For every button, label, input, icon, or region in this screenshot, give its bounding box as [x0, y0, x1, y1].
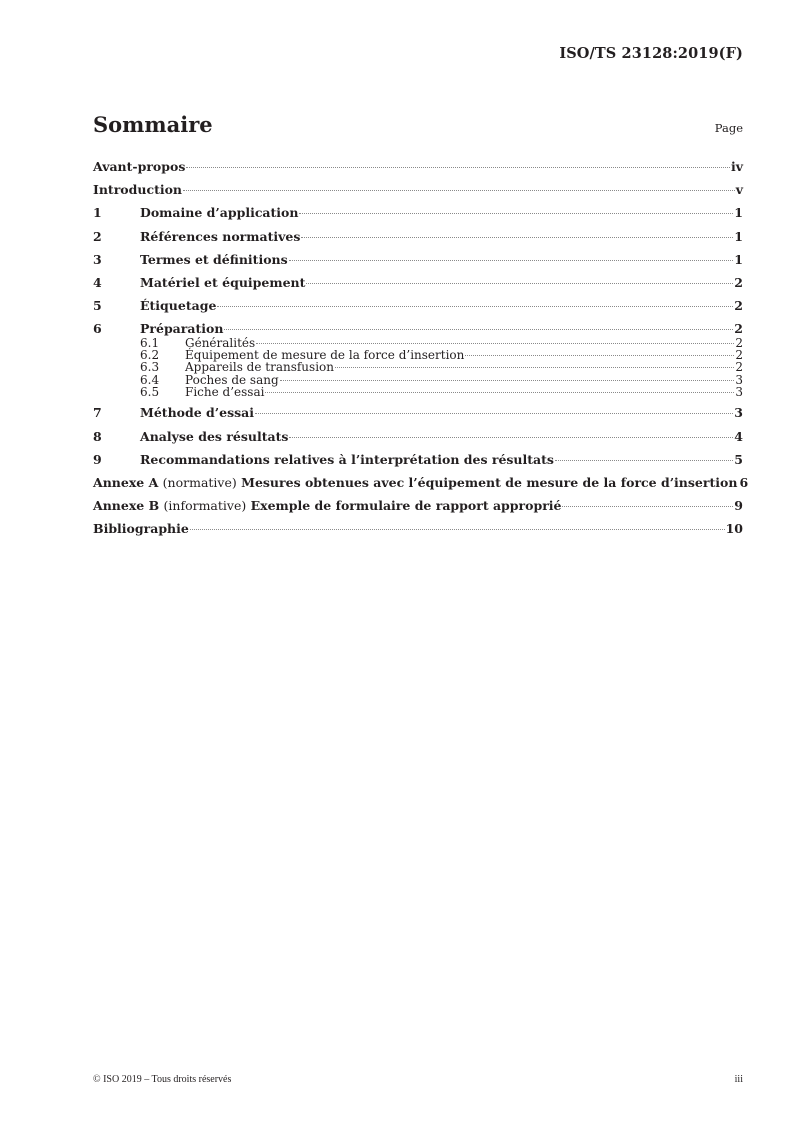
toc-entry-introduction[interactable]: Introduction v: [93, 182, 743, 198]
dot-leader: [299, 213, 733, 214]
toc-entry-section-3[interactable]: 3 Termes et définitions 1: [93, 251, 743, 267]
dot-leader: [335, 367, 734, 368]
toc-entry-annex-b[interactable]: Annexe B (informative) Exemple de formulaire de rapport approprié 9: [93, 498, 743, 514]
dot-leader: [306, 283, 733, 284]
dot-leader: [224, 329, 733, 330]
dot-leader: [256, 343, 734, 344]
copyright-notice: © ISO 2019 – Tous droits réservés: [93, 1074, 232, 1085]
dot-leader: [562, 506, 733, 507]
toc-entry-section-4[interactable]: 4 Matériel et équipement 2: [93, 274, 743, 290]
toc-entry-avant-propos[interactable]: Avant-propos iv: [93, 159, 743, 174]
annex-title: Exemple de formulaire de rapport approprié: [250, 498, 562, 514]
page-footer: [93, 1074, 743, 1085]
toc-entry-section-6[interactable]: 6 Préparation 2: [93, 321, 743, 337]
page-column-label: Page: [714, 121, 743, 135]
toc-entry-bibliographie[interactable]: Bibliographie 10: [93, 521, 743, 537]
toc-entry-section-1[interactable]: 1 Domaine d’application 1: [93, 205, 743, 221]
dot-leader: [465, 355, 734, 356]
dot-leader: [289, 260, 734, 261]
dot-leader: [280, 380, 735, 381]
toc-title-row: [93, 112, 743, 137]
dot-leader: [265, 392, 734, 393]
document-id-header: ISO/TS 23128:2019(F): [559, 45, 743, 62]
dot-leader: [183, 190, 735, 191]
toc-title: Sommaire: [93, 112, 213, 137]
annex-type: (normative): [162, 475, 237, 491]
dot-leader: [301, 237, 733, 238]
annex-type: (informative): [163, 498, 247, 514]
toc-entry-section-8[interactable]: 8 Analyse des résultats 4: [93, 428, 743, 444]
toc-entry-subsection-6-5[interactable]: 6.5 Fiche d’essai 3: [140, 385, 743, 400]
dot-leader: [190, 529, 725, 530]
toc-entry-subsection-6-3[interactable]: 6.3 Appareils de transfusion 2: [140, 360, 743, 375]
toc-entry-section-2[interactable]: 2 Références normatives 1: [93, 228, 743, 244]
dot-leader: [217, 306, 733, 307]
toc-entry-section-7[interactable]: 7 Méthode d’essai 3: [93, 405, 743, 421]
toc-entry-subsection-6-2[interactable]: 6.2 Équipement de mesure de la force d’insertion 2: [140, 347, 743, 362]
toc-entry-section-9[interactable]: 9 Recommandations relatives à l’interprétation des résultats 5: [93, 451, 743, 467]
page-number: iii: [734, 1074, 743, 1085]
dot-leader: [186, 167, 730, 168]
annex-title: Mesures obtenues avec l’équipement de mesure de la force d’insertion: [241, 475, 738, 491]
annex-prefix: Annexe B: [93, 498, 160, 514]
annex-prefix: Annexe A: [93, 475, 159, 491]
dot-leader: [555, 460, 733, 461]
toc-entry-subsection-6-1[interactable]: 6.1 Généralités 2: [140, 335, 743, 350]
table-of-contents: [93, 155, 749, 541]
toc-entry-annex-a[interactable]: Annexe A (normative) Mesures obtenues avec l’équipement de mesure de la force d’insertion 6: [93, 475, 749, 491]
dot-leader: [255, 413, 733, 414]
toc-entry-section-5[interactable]: 5 Étiquetage 2: [93, 298, 743, 314]
dot-leader: [289, 437, 733, 438]
toc-entry-subsection-6-4[interactable]: 6.4 Poches de sang 3: [140, 372, 743, 387]
